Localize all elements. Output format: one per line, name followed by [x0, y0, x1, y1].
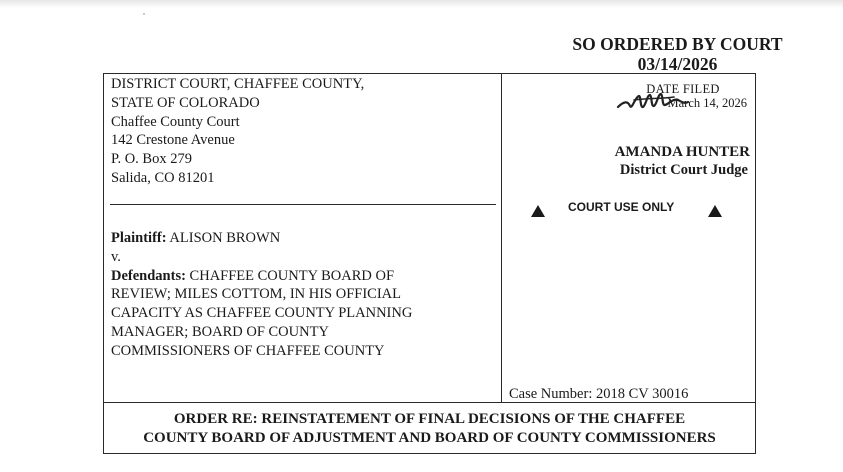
- date-filed-value: March 14, 2026: [667, 96, 747, 110]
- address-separator: [110, 204, 496, 205]
- date-filed-label: DATE FILED: [646, 82, 720, 96]
- judge-title: District Court Judge: [619, 162, 748, 178]
- plaintiff-label: Plaintiff:: [111, 230, 167, 246]
- court-line: Salida, CO 81201: [111, 169, 215, 186]
- speck: [143, 13, 145, 15]
- court-line: Chaffee County Court: [111, 113, 240, 130]
- plaintiff-line: [111, 229, 412, 248]
- plaintiff-name: ALISON BROWN: [169, 230, 281, 246]
- court-line: P. O. Box 279: [111, 151, 192, 168]
- defendants-line: [111, 267, 412, 286]
- triangle-up-icon: [531, 205, 545, 217]
- caption-divider-vertical: [501, 73, 502, 403]
- defendants-continuation: REVIEW; MILES COTTOM, IN HIS OFFICIAL: [111, 286, 401, 303]
- defendants-label: Defendants:: [111, 267, 186, 284]
- versus: v.: [111, 248, 121, 265]
- so-ordered-date: 03/14/2026: [637, 54, 718, 74]
- case-number: Case Number: 2018 CV 30016: [509, 386, 689, 402]
- judge-signature: [616, 88, 690, 114]
- defendants-continuation: COMMISSIONERS OF CHAFFEE COUNTY: [111, 342, 385, 359]
- defendants-text: CHAFFEE COUNTY BOARD OF: [189, 267, 395, 284]
- court-line: 142 Crestone Avenue: [111, 132, 235, 149]
- court-line: DISTRICT COURT, CHAFFEE COUNTY,: [111, 76, 365, 92]
- page-top-edge: [0, 0, 843, 8]
- order-title-line: ORDER RE: REINSTATEMENT OF FINAL DECISIONS OF THE CHAFFEE: [173, 411, 686, 427]
- order-title-line: COUNTY BOARD OF ADJUSTMENT AND BOARD OF COUNTY COMMISSIONERS: [143, 430, 716, 446]
- court-use-only-label: COURT USE ONLY: [568, 200, 675, 214]
- so-ordered-stamp: SO ORDERED BY COURT: [572, 34, 783, 54]
- defendants-continuation: MANAGER; BOARD OF COUNTY: [111, 323, 329, 340]
- judge-name: AMANDA HUNTER: [614, 144, 750, 160]
- parties-block: [111, 229, 412, 361]
- defendants-continuation: CAPACITY AS CHAFFEE COUNTY PLANNING: [111, 305, 413, 322]
- order-title: [103, 410, 756, 448]
- caption-divider-horizontal: [103, 402, 756, 403]
- court-address-block: [111, 75, 364, 188]
- court-line: STATE OF COLORADO: [111, 94, 260, 111]
- triangle-up-icon: [708, 205, 722, 217]
